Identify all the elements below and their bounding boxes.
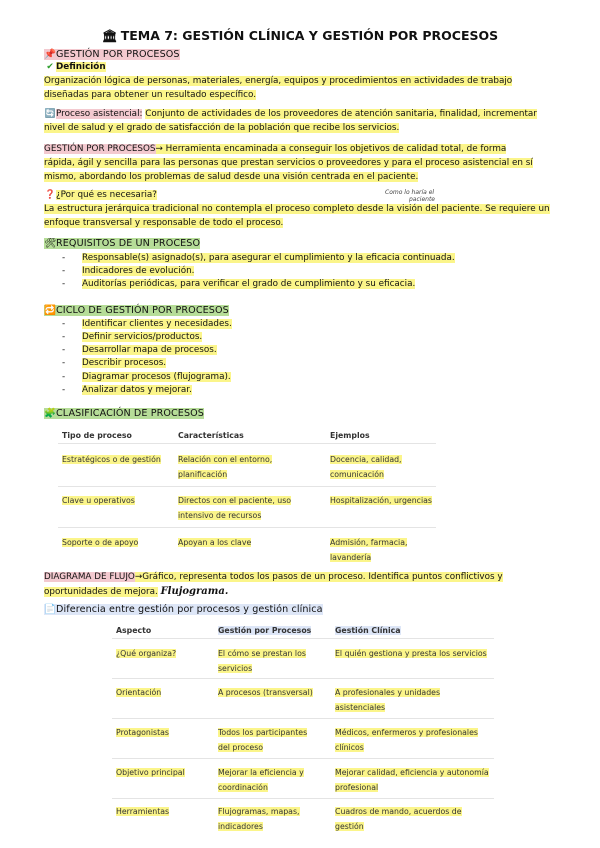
gestion-procesos-def-1: GESTIÓN POR PROCESOS→ Herramienta encaminada a conseguir los objetivos de calidad total, de forma <box>44 144 507 154</box>
definition-text-2: diseñadas para obtener un resultado específico. <box>44 90 257 100</box>
diagrama-flujo-text-2: oportunidades de mejora. Flujograma. <box>44 586 229 597</box>
table-cell: El cómo se prestan los servicios <box>218 649 306 673</box>
repeat-icon: 🔁 <box>44 305 57 316</box>
table-cell: Docencia, calidad, comunicación <box>330 455 402 479</box>
table-cell: Mejorar la eficiencia y coordinación <box>218 768 304 792</box>
gestion-procesos-def-2: rápida, ágil y sencilla para las personas que prestan servicios o proveedores y para el proceso asistencial en sí <box>44 158 533 168</box>
diagrama-flujo-text-1: DIAGRAMA DE FLUJO→Gráfico, representa todos los pasos de un proceso. Identifica puntos conflictivos y <box>44 572 503 582</box>
check-mark-icon: ✔ <box>46 62 54 72</box>
table-cell: Relación con el entorno, planificación <box>178 455 273 479</box>
section-heading-ciclo: 🔁CICLO DE GESTIÓN POR PROCESOS <box>44 305 229 316</box>
table-divider <box>112 758 494 759</box>
list-item: - Analizar datos y mejorar. <box>62 385 192 395</box>
definition-text-1: Organización lógica de personas, materiales, energía, equipos y procedimientos en actividades de trabajo <box>44 76 513 86</box>
proceso-asistencial-2: nivel de salud y el grado de satisfacción de la población que recibe los servicios. <box>44 123 400 133</box>
table-header-gestion-procesos: Gestión por Procesos <box>218 626 312 635</box>
table-header-ejemplos: Ejemplos <box>330 431 370 440</box>
list-item: - Desarrollar mapa de procesos. <box>62 345 217 355</box>
bank-building-icon: 🏛 <box>101 28 118 43</box>
document-icon: 📄 <box>44 604 57 615</box>
list-item: - Identificar clientes y necesidades. <box>62 319 232 329</box>
tools-icon: 🛠 <box>44 238 57 249</box>
handwritten-note: Como lo haría el paciente <box>385 189 435 203</box>
table-divider <box>58 443 436 444</box>
question-mark-icon: ❓ <box>44 190 56 200</box>
table-cell: Apoyan a los clave <box>178 538 252 547</box>
why-text-1: La estructura jerárquica tradicional no contempla el proceso completo desde la visión del paciente. Se requiere un <box>44 204 550 214</box>
table-divider <box>112 678 494 679</box>
puzzle-icon: 🧩 <box>44 408 57 419</box>
table-cell: Directos con el paciente, uso intensivo de recursos <box>178 496 292 520</box>
table-cell: Clave u operativos <box>62 496 135 505</box>
table-cell: Soporte o de apoyo <box>62 538 139 547</box>
table-cell: Todos los participantes del proceso <box>218 728 308 752</box>
table-divider <box>112 638 494 639</box>
table-header-caracteristicas: Características <box>178 431 244 440</box>
table-divider <box>58 527 436 528</box>
table-cell: El quién gestiona y presta los servicios <box>335 649 487 658</box>
pushpin-icon: 📌 <box>44 49 57 60</box>
table-cell: Admisión, farmacia, lavandería <box>330 538 408 562</box>
list-item: - Diagramar procesos (flujograma). <box>62 372 231 382</box>
list-item: - Indicadores de evolución. <box>62 266 195 276</box>
table-cell: Herramientas <box>116 807 170 816</box>
page-title: 🏛 TEMA 7: GESTIÓN CLÍNICA Y GESTIÓN POR PROCESOS <box>101 28 499 43</box>
table-cell: Médicos, enfermeros y profesionales clínicos <box>335 728 478 752</box>
table-cell: Hospitalización, urgencias <box>330 496 432 505</box>
why-label: ❓¿Por qué es necesaria? <box>44 188 157 203</box>
table-cell: Protagonistas <box>116 728 169 737</box>
section-heading-clasificacion: 🧩CLASIFICACIÓN DE PROCESOS <box>44 408 204 419</box>
cycle-arrows-icon: 🔄 <box>44 109 56 119</box>
handwritten-flujograma: Flujograma. <box>160 586 229 597</box>
section-heading-diferencia: 📄Diferencia entre gestión por procesos y gestión clínica <box>44 604 323 615</box>
table-cell: Orientación <box>116 688 162 697</box>
table-divider <box>58 486 436 487</box>
table-cell: Objetivo principal <box>116 768 185 777</box>
table-divider <box>112 718 494 719</box>
table-cell: Cuadros de mando, acuerdos de gestión <box>335 807 462 831</box>
list-item: - Responsable(s) asignado(s), para asegurar el cumplimiento y la eficacia continuada. <box>62 253 455 263</box>
table-cell: Mejorar calidad, eficiencia y autonomía profesional <box>335 768 489 792</box>
table-cell: A profesionales y unidades asistenciales <box>335 688 441 712</box>
section-heading-gestion: 📌GESTIÓN POR PROCESOS <box>44 49 180 60</box>
table-header-gestion-clinica: Gestión Clínica <box>335 626 401 635</box>
table-cell: Estratégicos o de gestión <box>62 455 161 464</box>
proceso-asistencial-1: 🔄Proceso asistencial: Conjunto de actividades de los proveedores de atención sanitaria, finalidad, incrementar <box>44 107 537 122</box>
list-item: - Definir servicios/productos. <box>62 332 203 342</box>
table-header-aspecto: Aspecto <box>116 626 152 635</box>
list-item: - Describir procesos. <box>62 358 167 368</box>
table-cell: ¿Qué organiza? <box>116 649 177 658</box>
definition-label: ✔ Definición <box>44 60 106 75</box>
gestion-procesos-def-3: mismo, abordando los problemas de salud desde una visión centrada en el paciente. <box>44 172 419 182</box>
table-cell: Flujogramas, mapas, indicadores <box>218 807 300 831</box>
table-divider <box>112 798 494 799</box>
why-text-2: enfoque transversal y responsable de todo el proceso. <box>44 218 284 228</box>
list-item: - Auditorías periódicas, para verificar el grado de cumplimiento y su eficacia. <box>62 279 416 289</box>
section-heading-requisitos: 🛠REQUISITOS DE UN PROCESO <box>44 238 201 249</box>
table-header-tipo: Tipo de proceso <box>62 431 132 440</box>
table-cell: A procesos (transversal) <box>218 688 313 697</box>
